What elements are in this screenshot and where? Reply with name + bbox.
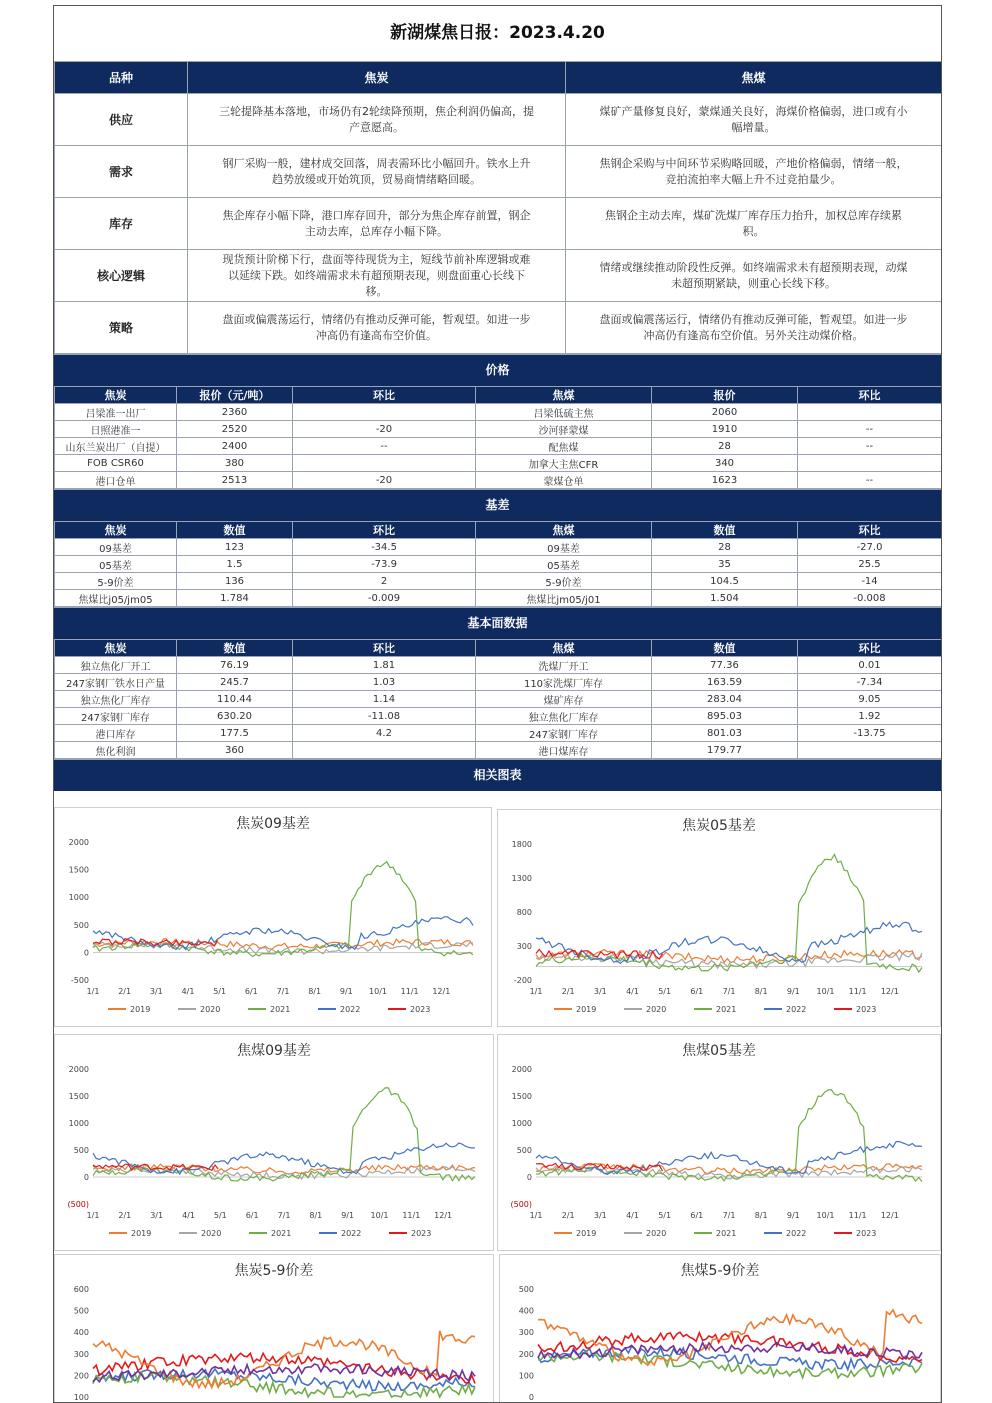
price-cell: 1623 — [652, 472, 798, 489]
price-cell — [798, 455, 942, 472]
table-row — [55, 438, 942, 455]
x-tick-label: 3/1 — [593, 987, 607, 996]
y-tick-label: -200 — [513, 976, 532, 985]
fundamentals-cell: 焦化利润 — [55, 742, 177, 759]
chart-panel — [497, 1034, 941, 1251]
legend-label: 2019 — [576, 1229, 597, 1238]
basis-cell: -73.9 — [293, 556, 476, 573]
chart-title: 焦炭05基差 — [682, 818, 756, 834]
x-tick-label: 9/1 — [786, 1211, 800, 1220]
legend-label: 2023 — [411, 1229, 432, 1238]
x-tick-label: 4/1 — [181, 987, 195, 996]
x-tick-label: 3/1 — [149, 987, 163, 996]
legend-label: 2021 — [716, 1229, 737, 1238]
y-tick-label: 100 — [73, 1393, 89, 1402]
price-cell: 沙河驿蒙煤 — [476, 421, 652, 438]
price-cell — [293, 455, 476, 472]
y-tick-label: 2000 — [511, 1065, 532, 1074]
legend-label: 2021 — [716, 1005, 737, 1014]
header-variety: 品种 — [55, 62, 188, 94]
fundamentals-cell: 247家钢厂铁水日产量 — [55, 674, 177, 691]
legend-label: 2022 — [786, 1229, 807, 1238]
x-tick-label: 12/1 — [432, 987, 451, 996]
y-tick-label: 1000 — [511, 1119, 532, 1128]
chart-title: 焦炭5-9价差 — [234, 1263, 314, 1279]
x-tick-label: 10/1 — [370, 1211, 389, 1220]
table-row — [55, 674, 942, 691]
basis-cell: 104.5 — [652, 573, 798, 590]
x-tick-label: 4/1 — [182, 1211, 195, 1220]
fundamentals-cell: -13.75 — [798, 725, 942, 742]
fundamentals-cell: 1.03 — [293, 674, 476, 691]
price-cell: -- — [293, 438, 476, 455]
y-tick-label: 2000 — [68, 1065, 89, 1074]
price-col-header: 焦炭 — [55, 387, 177, 404]
fundamentals-cell: 4.2 — [293, 725, 476, 742]
y-tick-label: 800 — [516, 908, 532, 917]
price-cell: -- — [798, 472, 942, 489]
x-tick-label: 9/1 — [786, 987, 800, 996]
x-tick-label: 11/1 — [848, 1211, 867, 1220]
x-tick-label: 10/1 — [816, 1211, 835, 1220]
series-line — [93, 1364, 475, 1382]
y-tick-label: 1300 — [511, 874, 532, 883]
basis-cell: -0.009 — [293, 590, 476, 607]
fundamentals-col-header: 环比 — [798, 640, 942, 657]
fundamentals-cell: 283.04 — [652, 691, 798, 708]
y-tick-label: (500) — [510, 1200, 532, 1209]
report-title: 新湖煤焦日报：2023.4.20 — [390, 23, 605, 43]
chart-svg — [498, 1035, 940, 1250]
fundamentals-cell: 煤矿库存 — [476, 691, 652, 708]
x-tick-label: 9/1 — [339, 987, 353, 996]
chart-panel — [54, 1034, 494, 1251]
series-line — [538, 1310, 922, 1365]
legend-label: 2022 — [341, 1229, 362, 1238]
x-tick-label: 11/1 — [848, 987, 867, 996]
fundamentals-col-header: 数值 — [652, 640, 798, 657]
qual-category: 供应 — [55, 94, 188, 146]
fundamentals-cell: 0.01 — [798, 657, 942, 674]
legend-label: 2021 — [270, 1005, 291, 1014]
legend-label: 2020 — [646, 1005, 667, 1014]
fundamentals-cell: 110家洗煤厂库存 — [476, 674, 652, 691]
basis-cell: -27.0 — [798, 539, 942, 556]
x-tick-label: 10/1 — [816, 987, 835, 996]
y-tick-label: (500) — [67, 1200, 89, 1209]
y-tick-label: 0 — [83, 1173, 89, 1182]
table-row — [55, 573, 942, 590]
x-tick-label: 5/1 — [213, 1211, 227, 1220]
basis-cell: 09基差 — [55, 539, 177, 556]
x-tick-label: 2/1 — [118, 1211, 132, 1220]
fundamentals-col-header: 焦炭 — [55, 640, 177, 657]
basis-cell: 05基差 — [55, 556, 177, 573]
y-tick-label: 0 — [526, 1173, 532, 1182]
legend-label: 2019 — [131, 1229, 152, 1238]
qual-coke-text: 焦企库存小幅下降，港口库存回升，部分为焦企库存前置，钢企主动去库，总库存小幅下降。 — [188, 198, 566, 250]
qual-coke-text: 三轮提降基本落地，市场仍有2轮续降预期，焦企利润仍偏高，提产意愿高。 — [188, 94, 566, 146]
price-table — [54, 386, 942, 489]
x-tick-label: 1/1 — [86, 987, 100, 996]
x-tick-label: 12/1 — [434, 1211, 453, 1220]
legend-label: 2021 — [271, 1229, 292, 1238]
table-row — [55, 421, 942, 438]
x-tick-label: 6/1 — [244, 987, 258, 996]
chart-panel — [497, 809, 941, 1027]
report-page — [53, 5, 942, 1403]
fundamentals-cell: 630.20 — [177, 708, 293, 725]
table-row — [55, 455, 942, 472]
fundamentals-table — [54, 639, 942, 759]
x-tick-label: 6/1 — [690, 987, 704, 996]
basis-cell: 焦煤比jm05/j01 — [476, 590, 652, 607]
fundamentals-col-header: 焦煤 — [476, 640, 652, 657]
x-tick-label: 9/1 — [341, 1211, 355, 1220]
legend-label: 2023 — [856, 1005, 877, 1014]
fundamentals-cell: 77.36 — [652, 657, 798, 674]
basis-cell: 5-9价差 — [476, 573, 652, 590]
fundamentals-col-header: 数值 — [177, 640, 293, 657]
y-tick-label: 400 — [73, 1328, 89, 1338]
chart-panel — [54, 1254, 494, 1403]
qual-coke-text: 现货预计阶梯下行，盘面等待现货为主，短线节前补库逻辑或难以延续下跌。如终端需求未有超预期表现，则盘面重心长线下移。 — [188, 250, 566, 302]
basis-cell: -14 — [798, 573, 942, 590]
legend-label: 2022 — [340, 1005, 361, 1014]
price-cell: 340 — [652, 455, 798, 472]
fundamentals-cell: -7.34 — [798, 674, 942, 691]
table-row — [55, 556, 942, 573]
price-col-header: 焦煤 — [476, 387, 652, 404]
x-tick-label: 11/1 — [402, 1211, 421, 1220]
basis-cell: 136 — [177, 573, 293, 590]
y-tick-label: 300 — [516, 942, 532, 951]
basis-col-header: 环比 — [293, 522, 476, 539]
y-tick-label: 1000 — [68, 1119, 89, 1128]
x-tick-label: 10/1 — [369, 987, 387, 996]
price-cell — [798, 404, 942, 421]
x-tick-label: 6/1 — [245, 1211, 259, 1220]
price-cell: 吕梁准一出厂 — [55, 404, 177, 421]
qualitative-table — [54, 61, 942, 354]
basis-cell: 1.504 — [652, 590, 798, 607]
qual-row — [55, 198, 942, 250]
x-tick-label: 2/1 — [118, 987, 132, 996]
price-cell: 吕梁低硫主焦 — [476, 404, 652, 421]
x-tick-label: 4/1 — [626, 1211, 639, 1220]
price-cell: 蒙煤仓单 — [476, 472, 652, 489]
x-tick-label: 5/1 — [658, 987, 672, 996]
qual-row — [55, 94, 942, 146]
price-cell: 380 — [177, 455, 293, 472]
y-tick-label: 600 — [73, 1285, 89, 1294]
basis-col-header: 环比 — [798, 522, 942, 539]
fundamentals-cell: 177.5 — [177, 725, 293, 742]
legend-label: 2023 — [856, 1229, 877, 1238]
x-tick-label: 2/1 — [561, 1211, 575, 1220]
basis-cell: 1.5 — [177, 556, 293, 573]
series-line — [93, 1372, 475, 1397]
price-col-header: 报价 — [652, 387, 798, 404]
price-cell: -- — [798, 438, 942, 455]
y-tick-label: 500 — [518, 1285, 534, 1294]
legend-label: 2020 — [200, 1005, 221, 1014]
x-tick-label: 12/1 — [880, 1211, 899, 1220]
price-cell: 港口仓单 — [55, 472, 177, 489]
x-tick-label: 1/1 — [529, 987, 543, 996]
fundamentals-col-header: 环比 — [293, 640, 476, 657]
price-cell: 2520 — [177, 421, 293, 438]
price-col-header: 环比 — [293, 387, 476, 404]
qual-coal-text: 盘面或偏震荡运行，情绪仍有推动反弹可能，暂观望。如进一步冲高仍有逢高布空价值。另外关注动煤价格。 — [566, 302, 942, 354]
y-tick-label: 500 — [73, 1146, 89, 1155]
price-cell: 日照港准一 — [55, 421, 177, 438]
table-row — [55, 691, 942, 708]
y-tick-label: 1500 — [68, 865, 89, 875]
series-line — [93, 1331, 475, 1388]
qual-category: 策略 — [55, 302, 188, 354]
basis-cell: -0.008 — [798, 590, 942, 607]
x-tick-label: 12/1 — [880, 987, 899, 996]
price-header-row — [55, 387, 942, 404]
y-tick-label: 300 — [518, 1328, 534, 1338]
fundamentals-cell: 1.81 — [293, 657, 476, 674]
fundamentals-cell: 110.44 — [177, 691, 293, 708]
x-tick-label: 1/1 — [86, 1211, 100, 1220]
chart-title: 焦炭09基差 — [236, 816, 310, 832]
legend-label: 2019 — [576, 1005, 597, 1014]
price-cell: FOB CSR60 — [55, 455, 177, 472]
fundamentals-cell: 独立焦化厂库存 — [476, 708, 652, 725]
y-tick-label: 200 — [518, 1349, 534, 1359]
basis-table — [54, 521, 942, 607]
price-cell: 28 — [652, 438, 798, 455]
x-tick-label: 11/1 — [400, 987, 419, 996]
x-tick-label: 4/1 — [626, 987, 639, 996]
y-tick-label: 200 — [73, 1371, 89, 1381]
y-tick-label: 1500 — [511, 1092, 532, 1101]
header-coke: 焦炭 — [188, 62, 566, 94]
legend-label: 2019 — [130, 1005, 151, 1014]
table-row — [55, 539, 942, 556]
legend-label: 2020 — [201, 1229, 222, 1238]
fundamentals-cell: 247家钢厂库存 — [476, 725, 652, 742]
basis-col-header: 数值 — [652, 522, 798, 539]
fundamentals-cell: 独立焦化厂开工 — [55, 657, 177, 674]
price-cell: 2060 — [652, 404, 798, 421]
chart-panel — [54, 807, 492, 1027]
basis-cell: 28 — [652, 539, 798, 556]
chart-panel — [499, 1254, 941, 1403]
basis-section-title: 基差 — [54, 489, 941, 521]
qual-row — [55, 146, 942, 198]
price-cell: 2400 — [177, 438, 293, 455]
x-tick-label: 7/1 — [722, 1211, 736, 1220]
y-tick-label: 1000 — [68, 893, 89, 903]
basis-cell: 焦煤比j05/jm05 — [55, 590, 177, 607]
price-cell: 1910 — [652, 421, 798, 438]
fundamentals-cell: 港口库存 — [55, 725, 177, 742]
series-line — [536, 1142, 922, 1175]
price-cell — [293, 404, 476, 421]
price-col-header: 报价（元/吨） — [177, 387, 293, 404]
header-coal: 焦煤 — [566, 62, 942, 94]
fundamentals-header-row — [55, 640, 942, 657]
fundamentals-cell: 245.7 — [177, 674, 293, 691]
x-tick-label: 7/1 — [277, 1211, 291, 1220]
price-cell: 2513 — [177, 472, 293, 489]
qual-category: 需求 — [55, 146, 188, 198]
y-tick-label: 1500 — [68, 1092, 89, 1101]
fundamentals-section-title: 基本面数据 — [54, 607, 941, 639]
qual-coal-text: 焦钢企主动去库，煤矿洗煤厂库存压力抬升，加权总库存续累积。 — [566, 198, 942, 250]
table-row — [55, 404, 942, 421]
charts-area — [54, 806, 941, 1403]
legend-label: 2023 — [410, 1005, 431, 1014]
table-row — [55, 657, 942, 674]
fundamentals-cell: 895.03 — [652, 708, 798, 725]
fundamentals-cell: 247家钢厂库存 — [55, 708, 177, 725]
y-tick-label: 0 — [83, 948, 89, 958]
y-tick-label: 300 — [73, 1349, 89, 1359]
qual-coal-text: 焦钢企采购与中间环节采购略回暖，产地价格偏弱，情绪一般，竞拍流拍率大幅上升不过竞拍量少。 — [566, 146, 942, 198]
table-row — [55, 590, 942, 607]
x-tick-label: 1/1 — [529, 1211, 543, 1220]
table-row — [55, 708, 942, 725]
x-tick-label: 5/1 — [658, 1211, 672, 1220]
fundamentals-cell: 独立焦化厂库存 — [55, 691, 177, 708]
y-tick-label: 100 — [518, 1371, 534, 1381]
basis-cell: 123 — [177, 539, 293, 556]
y-tick-label: 400 — [518, 1306, 534, 1316]
chart-svg — [498, 810, 940, 1026]
qual-category: 核心逻辑 — [55, 250, 188, 302]
basis-cell: 09基差 — [476, 539, 652, 556]
x-tick-label: 6/1 — [690, 1211, 704, 1220]
fundamentals-cell: 1.14 — [293, 691, 476, 708]
basis-cell: 25.5 — [798, 556, 942, 573]
price-cell: -20 — [293, 421, 476, 438]
qual-coal-text: 情绪或继续推动阶段性反弹。如终端需求未有超预期表现，动煤未超预期紧缺，则重心长线下移。 — [566, 250, 942, 302]
x-tick-label: 7/1 — [276, 987, 290, 996]
basis-cell: 35 — [652, 556, 798, 573]
price-cell: -- — [798, 421, 942, 438]
y-tick-label: -500 — [70, 976, 89, 985]
charts-section-title: 相关图表 — [54, 759, 941, 791]
y-tick-label: 500 — [73, 920, 89, 930]
chart-svg — [55, 1035, 493, 1250]
y-tick-label: 0 — [528, 1393, 534, 1402]
basis-col-header: 数值 — [177, 522, 293, 539]
x-tick-label: 3/1 — [593, 1211, 607, 1220]
price-section-title: 价格 — [54, 354, 941, 386]
x-tick-label: 8/1 — [754, 987, 768, 996]
basis-cell: 05基差 — [476, 556, 652, 573]
fundamentals-cell: -11.08 — [293, 708, 476, 725]
price-cell: 山东兰炭出厂（自提） — [55, 438, 177, 455]
y-tick-label: 1800 — [511, 840, 532, 849]
price-cell: 配焦煤 — [476, 438, 652, 455]
legend-label: 2022 — [786, 1005, 807, 1014]
legend-label: 2020 — [646, 1229, 667, 1238]
x-tick-label: 8/1 — [754, 1211, 768, 1220]
price-col-header: 环比 — [798, 387, 942, 404]
chart-title: 焦煤5-9价差 — [680, 1263, 760, 1279]
fundamentals-cell: 1.92 — [798, 708, 942, 725]
x-tick-label: 2/1 — [561, 987, 575, 996]
fundamentals-cell: 360 — [177, 742, 293, 759]
y-tick-label: 2000 — [68, 838, 89, 847]
x-tick-label: 5/1 — [213, 987, 227, 996]
basis-cell: 2 — [293, 573, 476, 590]
table-row — [55, 742, 942, 759]
x-tick-label: 7/1 — [722, 987, 736, 996]
x-tick-label: 8/1 — [309, 1211, 323, 1220]
price-cell: 加拿大主焦CFR — [476, 455, 652, 472]
table-row — [55, 725, 942, 742]
qual-coke-text: 钢厂采购一般，建材成交回落，周表需环比小幅回升。铁水上升趋势放缓或开始筑顶，贸易商情绪略回暖。 — [188, 146, 566, 198]
fundamentals-cell: 801.03 — [652, 725, 798, 742]
chart-svg — [500, 1255, 940, 1403]
basis-cell: 1.784 — [177, 590, 293, 607]
x-tick-label: 8/1 — [308, 987, 322, 996]
chart-title: 焦煤09基差 — [237, 1043, 311, 1059]
price-cell: -20 — [293, 472, 476, 489]
qual-row — [55, 302, 942, 354]
qual-category: 库存 — [55, 198, 188, 250]
qual-coke-text: 盘面或偏震荡运行，情绪仍有推动反弹可能，暂观望。如进一步冲高仍有逢高布空价值。 — [188, 302, 566, 354]
fundamentals-cell: 179.77 — [652, 742, 798, 759]
fundamentals-cell: 港口煤库存 — [476, 742, 652, 759]
basis-header-row — [55, 522, 942, 539]
chart-title: 焦煤05基差 — [682, 1043, 756, 1059]
y-tick-label: 500 — [516, 1146, 532, 1155]
chart-svg — [55, 1255, 493, 1403]
basis-col-header: 焦煤 — [476, 522, 652, 539]
fundamentals-cell: 163.59 — [652, 674, 798, 691]
y-tick-label: 500 — [73, 1306, 89, 1316]
basis-col-header: 焦炭 — [55, 522, 177, 539]
fundamentals-cell — [293, 742, 476, 759]
qual-coal-text: 煤矿产量修复良好，蒙煤通关良好，海煤价格偏弱，进口或有小幅增量。 — [566, 94, 942, 146]
basis-cell: -34.5 — [293, 539, 476, 556]
fundamentals-cell: 洗煤厂开工 — [476, 657, 652, 674]
fundamentals-cell: 9.05 — [798, 691, 942, 708]
price-cell: 2360 — [177, 404, 293, 421]
basis-cell: 5-9价差 — [55, 573, 177, 590]
x-tick-label: 3/1 — [150, 1211, 164, 1220]
fundamentals-cell — [798, 742, 942, 759]
qual-row — [55, 250, 942, 302]
fundamentals-cell: 76.19 — [177, 657, 293, 674]
chart-svg — [55, 808, 491, 1026]
table-row — [55, 472, 942, 489]
